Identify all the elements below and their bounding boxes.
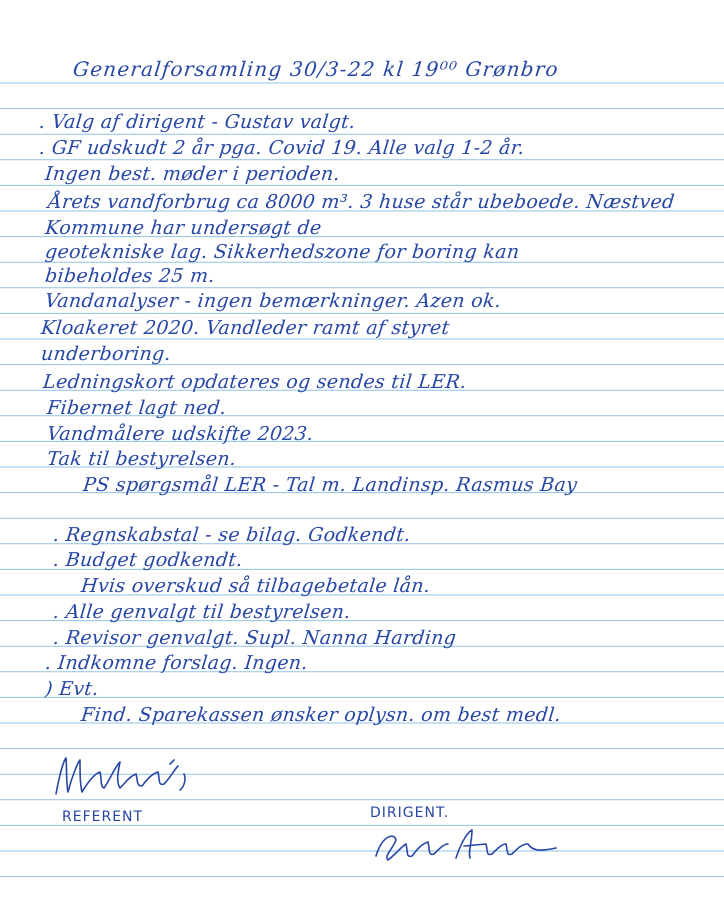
dirigent-label: DIRIGENT.	[370, 805, 450, 821]
minutes-line-water-analysis: Vandanalyser - ingen bemærkninger. Azen ok.	[44, 290, 503, 312]
minutes-line-dirigent: . Valg af dirigent - Gustav valgt.	[38, 111, 357, 133]
agenda-line-board-reelected: . Alle genvalgt til bestyrelsen.	[52, 601, 352, 623]
minutes-line-water-usage: Årets vandforbrug ca 8000 m³. 3 huse står ubeboede. Næstved Kommune har undersøgt de	[44, 191, 676, 239]
minutes-line-water-meters: Vandmålere udskifte 2023.	[46, 423, 315, 445]
referent-label: REFERENT	[62, 809, 144, 825]
meeting-title: Generalforsamling 30/3-22 kl 19⁰⁰ Grønbro	[71, 57, 561, 81]
agenda-line-accounts: . Regnskabstal - se bilag. Godkendt.	[52, 524, 412, 546]
agenda-line-misc: ) Evt.	[44, 678, 100, 700]
agenda-line-surplus: Hvis overskud så tilbagebetale lån.	[80, 575, 432, 597]
agenda-line-proposals: . Indkomne forslag. Ingen.	[44, 652, 309, 674]
minutes-line-gf-postponed: . GF udskudt 2 år pga. Covid 19. Alle valg 1-2 år.	[38, 137, 526, 159]
dirigent-signature	[372, 826, 562, 868]
minutes-line-geotechnical: geotekniske lag. Sikkerhedszone for boring kan	[44, 241, 521, 263]
minutes-line-fibernet: Fibernet lagt ned.	[46, 397, 228, 419]
minutes-line-safety-zone: bibeholdes 25 m.	[44, 265, 216, 287]
minutes-line-pipe-map: Ledningskort opdateres og sendes til LER.	[42, 371, 468, 393]
minutes-line-underboring: underboring.	[40, 343, 173, 365]
minutes-line-thanks: Tak til bestyrelsen.	[46, 448, 238, 470]
minutes-line-ps-question: PS spørgsmål LER - Tal m. Landinsp. Rasmus Bay	[82, 474, 579, 496]
referent-signature	[50, 752, 200, 802]
agenda-line-auditor: . Revisor genvalgt. Supl. Nanna Harding	[52, 627, 458, 649]
agenda-line-budget: . Budget godkendt.	[52, 549, 244, 571]
minutes-line-sewer: Kloakeret 2020. Vandleder ramt af styret	[40, 317, 451, 339]
agenda-line-savings-bank: Find. Sparekassen ønsker oplysn. om best medl.	[80, 704, 563, 726]
minutes-line-no-meetings: Ingen best. møder i perioden.	[44, 163, 342, 185]
